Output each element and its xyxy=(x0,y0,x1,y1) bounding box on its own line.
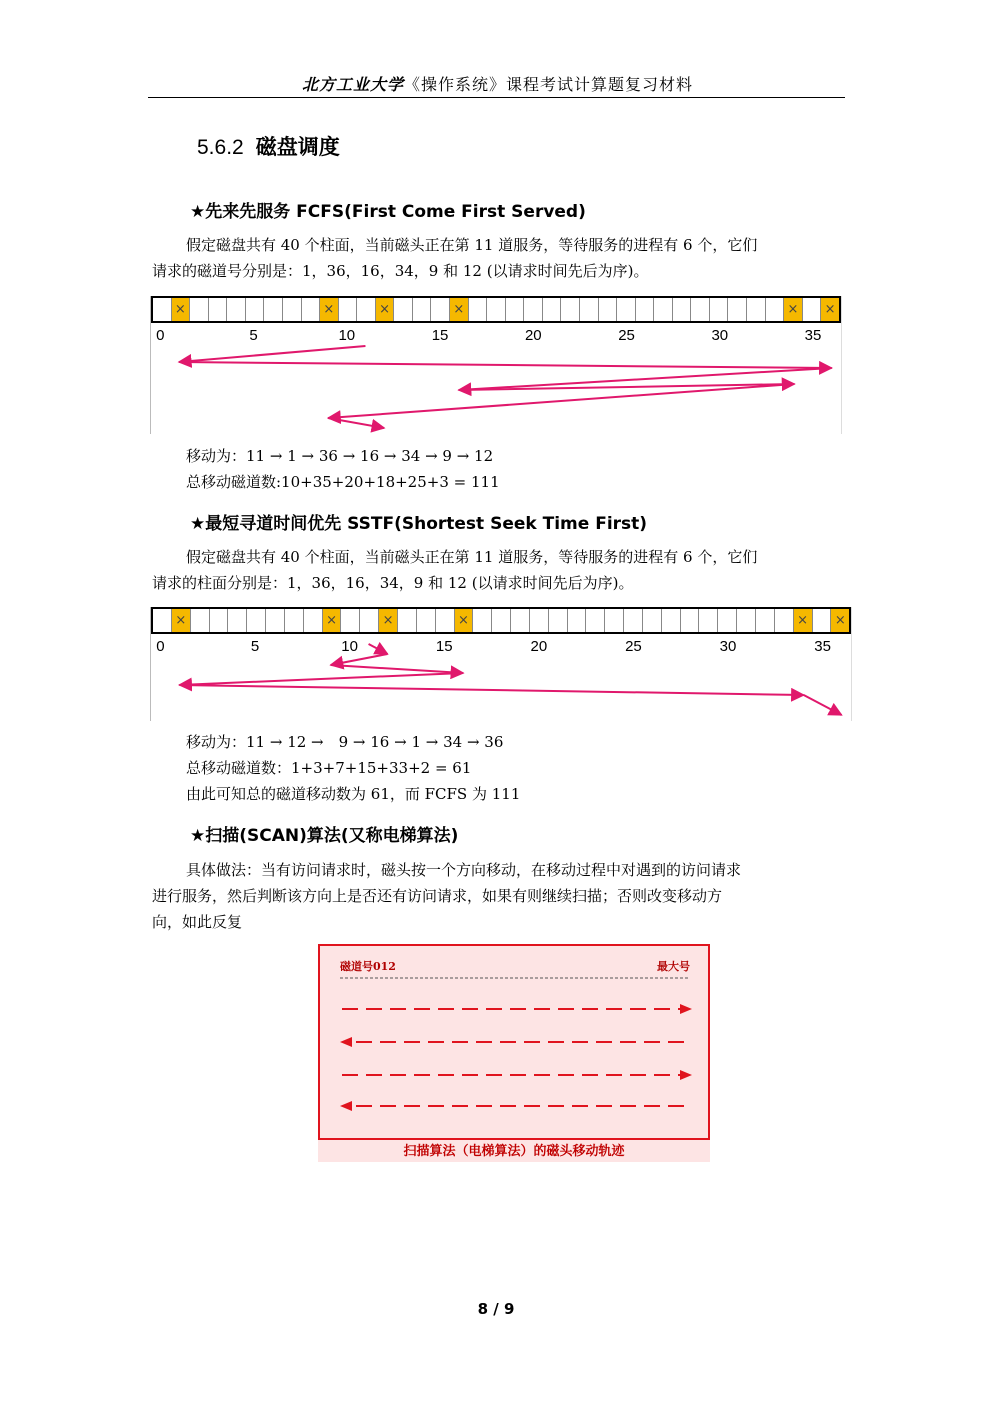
fcfs-sequence: 移动为：11 → 1 → 36 → 16 → 34 → 9 → 12 xyxy=(186,447,494,465)
scan-description xyxy=(152,857,842,935)
tick-label-20: 20 xyxy=(530,638,548,655)
tick-label-15: 15 xyxy=(431,327,449,344)
track-cell-16: × xyxy=(450,298,469,321)
track-cell-12: × xyxy=(379,609,398,632)
section-number: 5.6.2 xyxy=(197,136,244,159)
university-name: 北方工业大学 xyxy=(301,75,404,94)
scan-track-max-label: 最大号 xyxy=(657,960,690,973)
scan-caption: 扫描算法（电梯算法）的磁头移动轨迹 xyxy=(318,1140,710,1162)
page-number: 8 / 9 xyxy=(477,1300,515,1318)
seek-segment-2 xyxy=(179,362,832,368)
seek-segment-1 xyxy=(369,644,388,654)
seek-segment-2 xyxy=(331,654,388,665)
track-cell-1: × xyxy=(172,609,191,632)
sstf-sequence: 移动为：11 → 12 → 9 → 16 → 1 → 34 → 36 xyxy=(186,733,504,751)
seek-segment-6 xyxy=(804,695,842,715)
tick-label-25: 25 xyxy=(625,638,642,655)
sstf-comparison: 由此可知总的磁道移动数为 61，而 FCFS 为 111 xyxy=(186,785,521,803)
seek-segment-3 xyxy=(331,665,463,673)
sstf-para-line2: 请求的柱面分别是：1，36，16，34，9 和 12 (以请求时间先后为序)。 xyxy=(152,574,634,592)
track-cell-16: × xyxy=(455,609,474,632)
page-header xyxy=(150,72,845,95)
track-cell-36: × xyxy=(831,609,849,632)
sstf-path-chart xyxy=(151,607,851,721)
seek-segment-1 xyxy=(179,346,365,362)
tick-label-30: 30 xyxy=(711,327,729,344)
track-cell-34: × xyxy=(794,609,813,632)
sstf-para-line1: 假定磁盘共有 40 个柱面，当前磁头正在第 11 道服务，等待服务的进程有 6 个，它们 xyxy=(186,548,758,566)
seek-segment-6 xyxy=(328,418,384,428)
section-heading: 磁盘调度 xyxy=(255,135,340,159)
tick-label-10: 10 xyxy=(338,327,356,344)
fcfs-path-chart xyxy=(151,296,841,434)
arrow-left-icon xyxy=(340,1101,352,1111)
scan-para-line2: 进行服务，然后判断该方向上是否还有访问请求，如果有则继续扫描；否则改变移动方 xyxy=(152,887,723,905)
tick-label-5: 5 xyxy=(250,638,260,655)
scan-para-line1: 具体做法：当有访问请求时，磁头按一个方向移动，在移动过程中对遇到的访问请求 xyxy=(186,861,742,879)
arrow-right-icon xyxy=(680,1004,692,1014)
tick-label-10: 10 xyxy=(341,638,358,655)
track-cell-1: × xyxy=(172,298,191,321)
fcfs-diagram xyxy=(150,296,842,434)
seek-segment-5 xyxy=(179,685,803,695)
scan-arrows xyxy=(320,946,708,1138)
tick-label-20: 20 xyxy=(524,327,542,344)
scan-figure xyxy=(318,944,710,1140)
course-title: 《操作系统》课程考试计算题复习材料 xyxy=(404,75,694,94)
tick-label-25: 25 xyxy=(618,327,635,344)
track-cell-34: × xyxy=(784,298,803,321)
track-cell-9: × xyxy=(323,609,342,632)
section-title xyxy=(197,131,340,161)
tick-label-5: 5 xyxy=(249,327,258,344)
arrow-left-icon xyxy=(340,1037,352,1047)
tick-label-0: 0 xyxy=(156,638,165,655)
fcfs-description xyxy=(152,232,842,284)
sstf-heading: ★最短寻道时间优先 SSTF(Shortest Seek Time First) xyxy=(190,514,648,534)
track-cell-9: × xyxy=(320,298,339,321)
sstf-diagram xyxy=(150,607,852,721)
tick-label-15: 15 xyxy=(435,638,453,655)
fcfs-heading: ★先来先服务 FCFS(First Come First Served) xyxy=(190,202,586,222)
sstf-total: 总移动磁道数：1+3+7+15+33+2 = 61 xyxy=(186,759,472,777)
arrow-right-icon xyxy=(680,1070,692,1080)
scan-heading: ★扫描(SCAN)算法(又称电梯算法) xyxy=(190,826,459,846)
seek-segment-4 xyxy=(179,673,463,685)
header-rule xyxy=(148,97,845,98)
fcfs-total: 总移动磁道数:10+35+20+18+25+3 = 111 xyxy=(186,473,500,491)
tick-label-35: 35 xyxy=(814,638,831,655)
tick-label-35: 35 xyxy=(804,327,822,344)
track-cell-12: × xyxy=(376,298,395,321)
scan-para-line3: 向，如此反复 xyxy=(152,913,243,931)
track-cell-36: × xyxy=(821,298,839,321)
tick-label-0: 0 xyxy=(156,327,165,344)
fcfs-para-line2: 请求的磁道号分别是：1，36，16，34，9 和 12 (以请求时间先后为序)。 xyxy=(152,262,649,280)
scan-track-start-label: 磁道号012 xyxy=(340,960,396,973)
sstf-description xyxy=(152,544,842,596)
tick-label-30: 30 xyxy=(719,638,737,655)
fcfs-para-line1: 假定磁盘共有 40 个柱面，当前磁头正在第 11 道服务，等待服务的进程有 6 个，它们 xyxy=(186,236,758,254)
